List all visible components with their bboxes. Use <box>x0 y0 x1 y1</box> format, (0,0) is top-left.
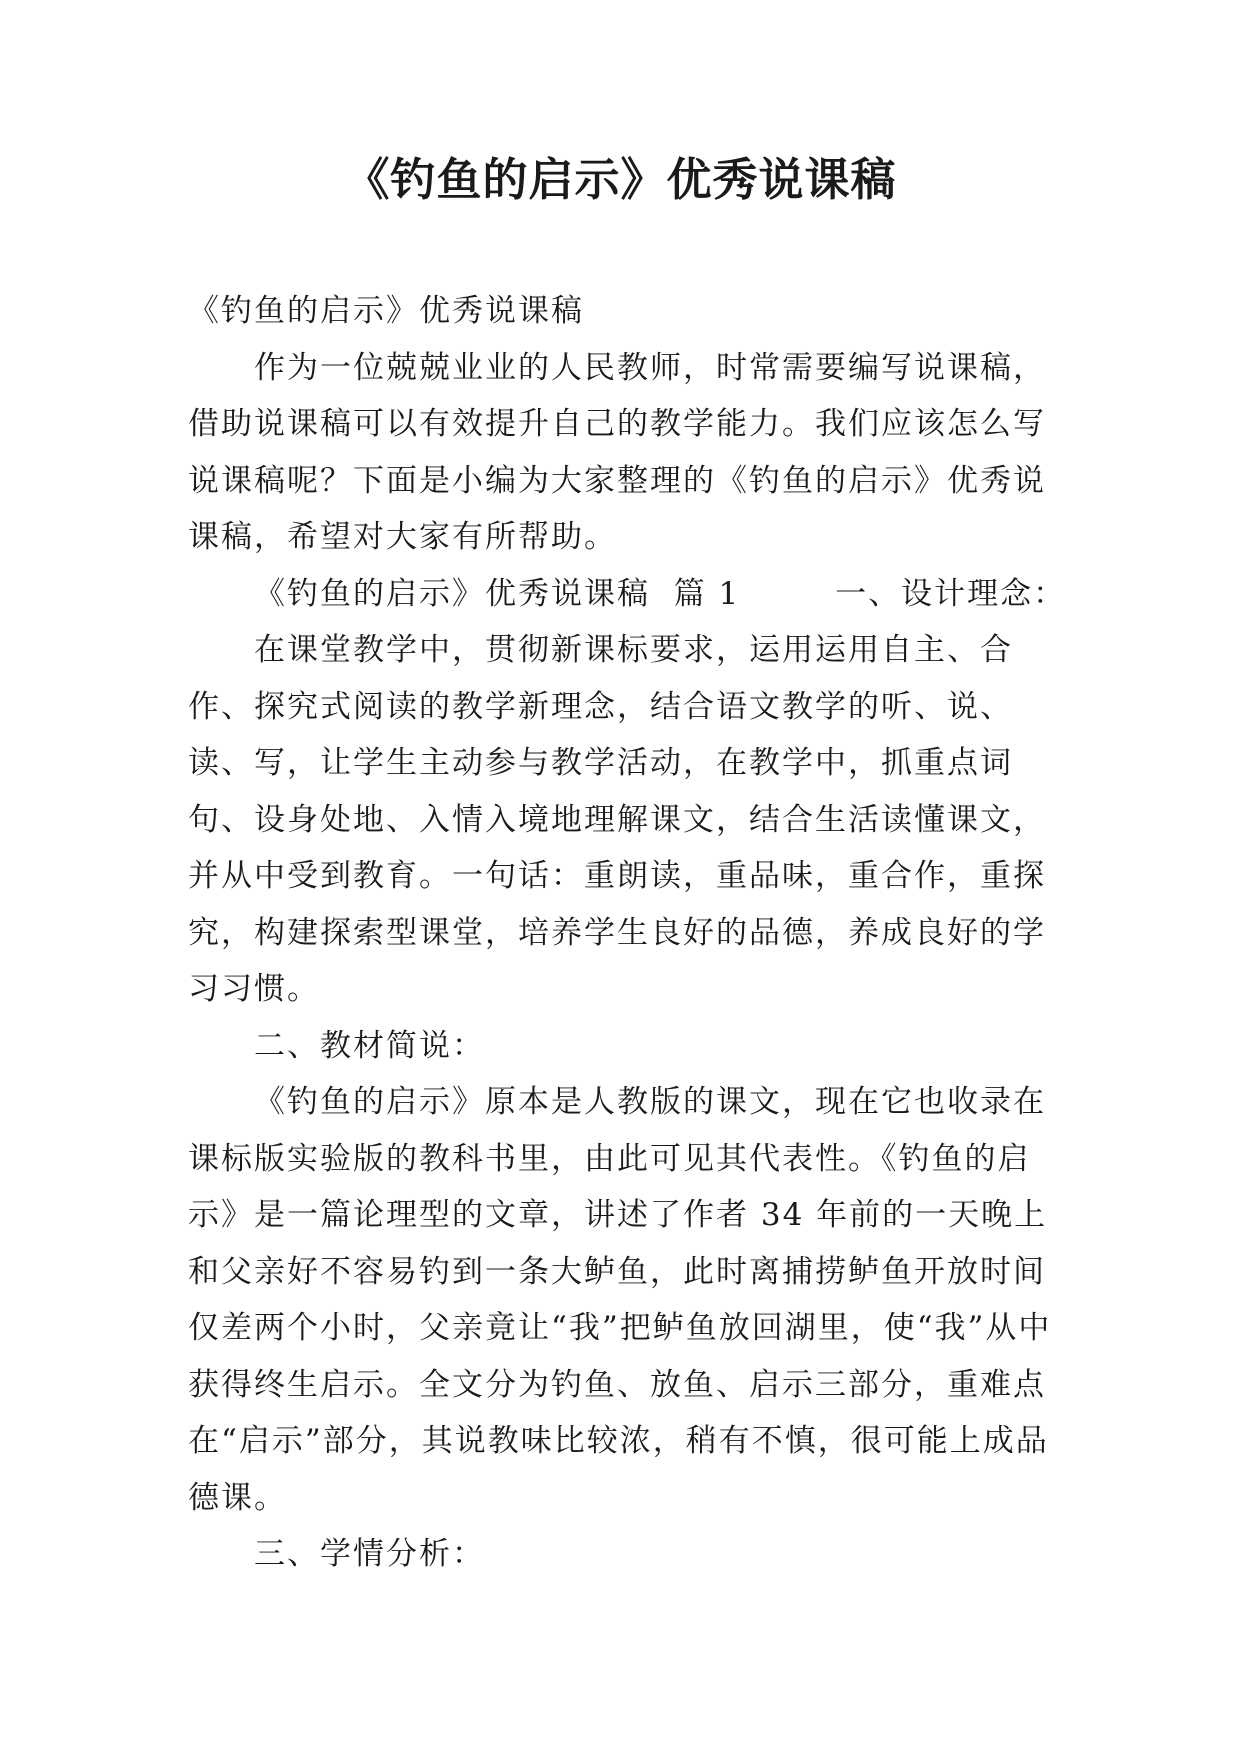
paragraph-section-heading-2: 二、教材简说： <box>254 1027 485 1064</box>
paragraph-section-heading-3: 三、学情分析： <box>254 1536 485 1572</box>
paragraph-textbook-overview: 《钓鱼的启示》原本是人教版的课文，现在它也收录在课标版实验版的教科书里，由此可见其代表性。《钓鱼的启示》是一篇论理型的文章，讲述了作者 34 年前的一天晚上和父亲好不容易钓到一条大鲈鱼，此时离捕捞鲈鱼开放时间仅差两个小时，父亲竟让“我”把鲈鱼放回湖里，使“我”从中获得终生启示。全文分为钓鱼、放鱼、启示三部分，重难点在“启示”部分，其说教味比较浓，稍有不慎，很可能上成品德课。 <box>188 1084 1052 1516</box>
paragraph-section-heading-1: 《钓鱼的启示》优秀说课稿 篇 1 一、设计理念： <box>254 575 1067 612</box>
paragraph-design-concept: 在课堂教学中，贯彻新课标要求，运用运用自主、合作、探究式阅读的教学新理念，结合语文教学的听、说、读、写，让学生主动参与教学活动，在教学中，抓重点词句、设身处地、入情入境地理解课文，结合生活读懂课文，并从中受到教育。一句话：重朗读，重品味，重合作，重探究，构建探索型课堂，培养学生良好的品德，养成良好的学习习惯。 <box>188 632 1046 1007</box>
document-body <box>188 283 1067 1583</box>
paragraph-intro: 作为一位兢兢业业的人民教师，时常需要编写说课稿，借助说课稿可以有效提升自己的教学能力。我们应该怎么写说课稿呢？下面是小编为大家整理的《钓鱼的启示》优秀说课稿，希望对大家有所帮助。 <box>188 349 1046 555</box>
document-subtitle: 《钓鱼的启示》优秀说课稿 <box>188 293 584 329</box>
document-title: 《钓鱼的启示》优秀说课稿 <box>344 153 897 206</box>
